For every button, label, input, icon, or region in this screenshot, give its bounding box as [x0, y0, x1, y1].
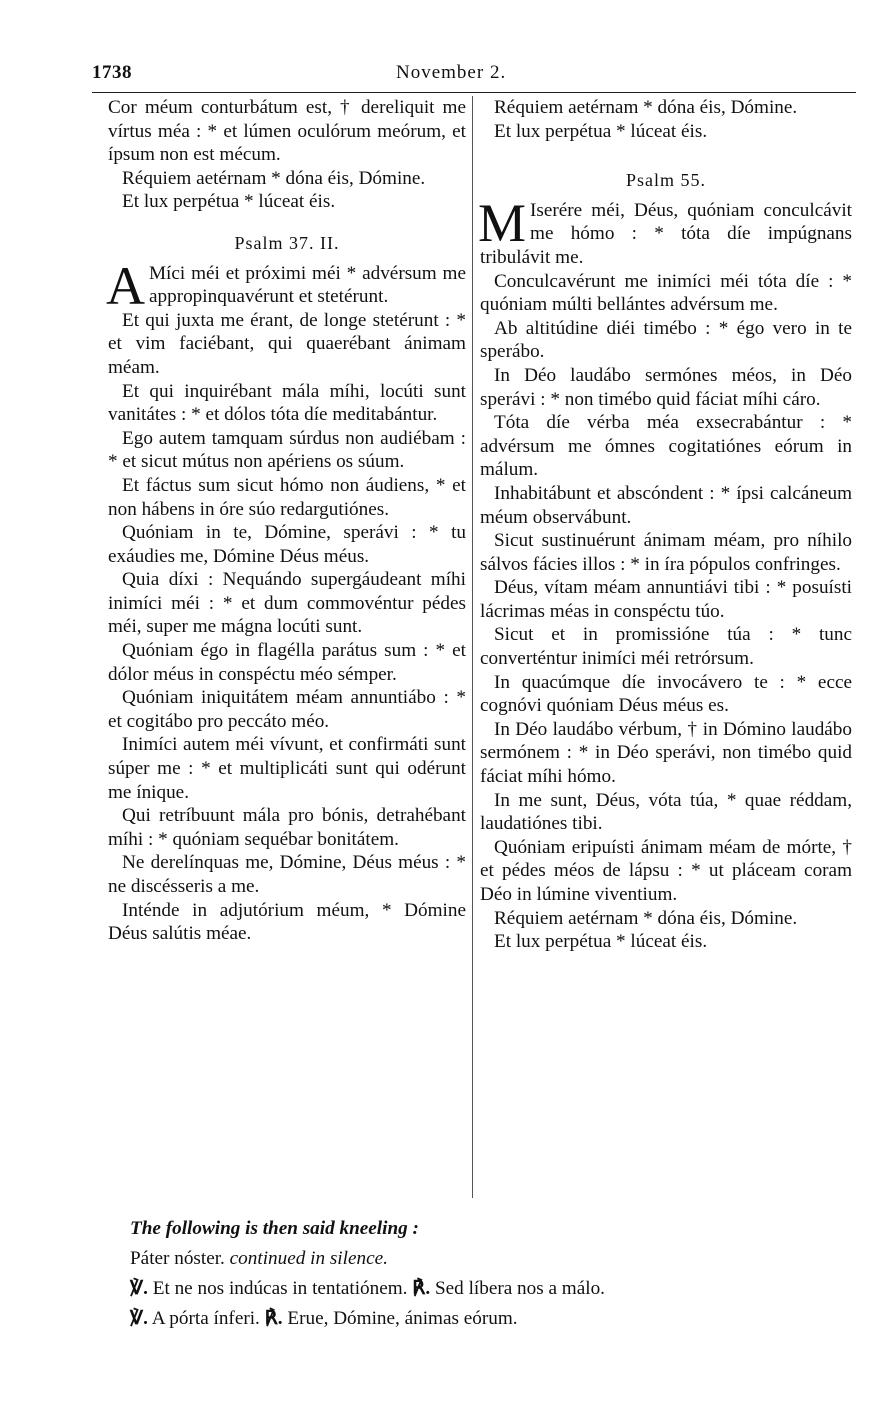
verse: In Déo laudábo vérbum, † in Dómino laudábo sermónem : * in Déo sperávi, non timébo quid fáciat míhi hómo.	[480, 718, 852, 788]
verse: Et lux perpétua * lúceat éis.	[494, 931, 708, 953]
verse: Quóniam égo in flagélla parátus sum : * et dólor méus in conspéctu méo sémper.	[108, 640, 466, 685]
verse: Inhabitábunt et abscóndent : * ípsi calcáneum méum observábunt.	[480, 482, 852, 528]
page-header	[92, 62, 856, 88]
verse: Quóniam eripuísti ánimam méam de mórte, † et pédes méos de lápsu : * ut pláceam coram Déo in lúmine viventium.	[480, 836, 852, 905]
versicle-text: A pórta ínferi.	[151, 1308, 260, 1329]
verse: Réquiem aetérnam * dóna éis, Dómine.	[494, 907, 798, 929]
verse: Sicut sustinuérunt ánimam méam, pro níhilo sálvos fácies illos : * in íra pópulos confringes.	[480, 530, 852, 575]
verse: Et lux perpétua * lúceat éis.	[494, 120, 708, 142]
verse: Tóta díe vérba méa exsecrabántur : * advérsum me ómnes cogitatiónes eórum in málum.	[480, 412, 852, 481]
pater-text: Páter nóster.	[130, 1248, 225, 1269]
versicle-symbol: ℣.	[130, 1278, 148, 1299]
drop-cap: A	[106, 255, 145, 316]
verse-text: Iserére méi, Déus, quóniam conculcávit me hómo : * tóta díe impúgnans tribulávit me.	[480, 199, 852, 268]
verse: Réquiem aetérnam * dóna éis, Dómine.	[122, 167, 426, 189]
verse: Et qui juxta me érant, de longe stetérunt : * et vim faciébant, qui quaerébant ánimam méam.	[108, 309, 466, 378]
versicle-symbol: ℣.	[130, 1308, 148, 1329]
verse: Et fáctus sum sicut hómo non áudiens, * et non hábens in óre súo redargutiónes.	[108, 474, 466, 520]
psalm-title: Psalm 37. II.	[234, 232, 340, 253]
verse: Quia díxi : Nequándo supergáudeant míhi inimíci méi : * et dum commovéntur pédes méi, super me mágna locúti sunt.	[108, 569, 466, 638]
verse: In Déo laudábo sermónes méos, in Déo sperávi : * non timébo quid fáciat míhi cáro.	[480, 364, 852, 410]
verse: Cor méum conturbátum est, † dereliquit me vírtus méa : * et lúmen oculórum meórum, et ípsum non est mécum.	[108, 97, 466, 166]
pater-rubric: continued in silence.	[229, 1248, 388, 1269]
response-symbol: ℟.	[264, 1308, 283, 1329]
psalm-title: Psalm 55.	[625, 170, 706, 191]
verse	[106, 255, 466, 316]
response-text: Sed líbera nos a málo.	[434, 1278, 605, 1299]
column-divider	[472, 96, 473, 1198]
verse: Réquiem aetérnam * dóna éis, Dómine.	[494, 97, 798, 118]
header-rule	[92, 92, 856, 93]
versicle-line-2	[130, 1304, 850, 1334]
verse: In me sunt, Déus, vóta túa, * quae réddam, laudatiónes tibi.	[480, 789, 852, 835]
verse: Qui retríbuunt mála pro bónis, detrahébant míhi : * quóniam sequébar bonitátem.	[108, 805, 466, 850]
versicle-text: Et ne nos indúcas in tentatiónem.	[152, 1278, 408, 1299]
verse: Inténde in adjutórium méum, * Dómine Déus salútis méae.	[108, 899, 466, 945]
verse: Ne derelínquas me, Dómine, Déus méus : * ne discésseris a me.	[108, 852, 466, 897]
verse: Sicut et in promissióne túa : * tunc converténtur inimíci méi retrórsum.	[480, 624, 852, 670]
rubric: The following is then said kneeling :	[130, 1218, 419, 1239]
verse: Quóniam iniquitátem méam annuntiábo : * et cogitábo pro peccáto méo.	[108, 687, 466, 732]
running-title: November 2.	[396, 62, 507, 83]
page-number: 1738	[92, 62, 132, 83]
verse: Conculcavérunt me inimíci méi tóta díe : * quóniam múlti bellántes advérsum me.	[480, 270, 852, 316]
verse: Quóniam in te, Dómine, sperávi : * tu exáudies me, Dómine Déus méus.	[108, 522, 466, 567]
concluding-prayers	[130, 1214, 850, 1334]
verse	[478, 192, 852, 270]
right-column	[480, 96, 852, 954]
verse: Ab altitúdine diéi timébo : * égo vero in te sperábo.	[480, 317, 852, 363]
drop-cap: M	[478, 192, 527, 253]
verse: Inimíci autem méi vívunt, et confirmáti sunt súper me : * et multiplicáti sunt qui odérunt me ínique.	[108, 734, 466, 803]
verse: Et lux perpétua * lúceat éis.	[122, 191, 336, 213]
verse: Et qui inquirébant mála míhi, locúti sunt vanitátes : * et dólos tóta díe meditabántur.	[108, 380, 466, 426]
verse: Ego autem tamquam súrdus non audiébam : * et sicut mútus non apériens os súum.	[108, 427, 466, 473]
left-column	[108, 96, 466, 946]
verse: Déus, vítam méam annuntiávi tibi : * posuísti lácrimas méas in conspéctu túo.	[480, 577, 852, 622]
verse: In quacúmque díe invocávero te : * ecce cognóvi quóniam Déus méus es.	[480, 671, 852, 717]
pater-noster-line	[130, 1244, 850, 1274]
response-symbol: ℟.	[412, 1278, 431, 1299]
versicle-line-1	[130, 1274, 850, 1304]
verse-text: Míci méi et próximi méi * advérsum me appropinquavérunt et stetérunt.	[149, 262, 466, 308]
response-text: Erue, Dómine, ánimas eórum.	[287, 1308, 518, 1329]
